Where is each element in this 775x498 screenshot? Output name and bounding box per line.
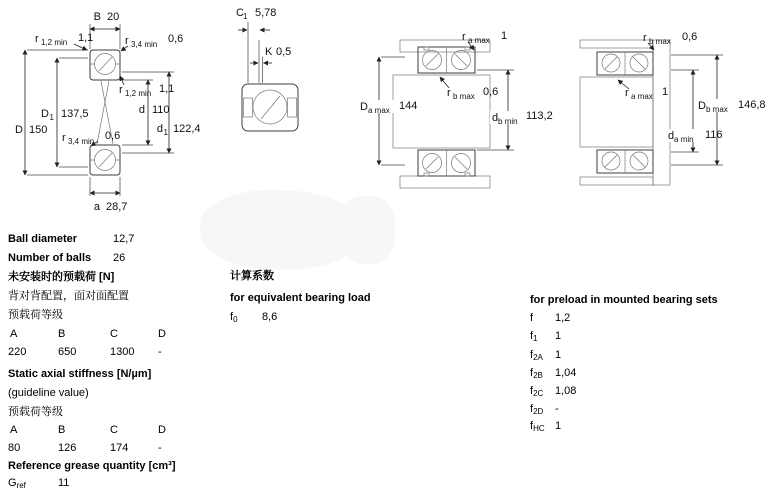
dim-Db-max [671, 55, 766, 165]
factor-row-f2C [530, 385, 650, 400]
factor-symbol: f2D [530, 403, 544, 416]
calc-header-cn: 计算系数 [230, 270, 274, 282]
grease-factor-row [8, 477, 208, 492]
stiffness-values [8, 442, 208, 456]
factor-value: 1,08 [555, 385, 577, 397]
number-of-balls-value: 26 [113, 252, 126, 264]
bearing-cross-section-drawing [0, 0, 220, 218]
svg-text:1: 1 [501, 30, 508, 42]
svg-text:1: 1 [163, 128, 168, 137]
factor-value: - [555, 403, 559, 415]
preload-value-C: 1300 [110, 346, 135, 358]
svg-text:0,6: 0,6 [483, 86, 499, 98]
number-of-balls-label: Number of balls [8, 252, 92, 264]
bearing-pair-bottom [597, 150, 653, 173]
factor-value: 1,2 [555, 312, 571, 324]
bearing-section-top [90, 50, 120, 80]
svg-text:1: 1 [49, 113, 54, 122]
stiffness-value-D: - [158, 442, 162, 454]
svg-text:r: r [462, 31, 466, 43]
svg-text:0,6: 0,6 [168, 33, 184, 45]
ball-diameter-label: Ball diameter [8, 233, 78, 245]
preload-unmounted-header: 未安装时的预载荷 [N] [8, 271, 115, 283]
preload-values [8, 346, 208, 360]
bearing-pair-top [597, 52, 653, 75]
spec-row-ball-diameter [8, 233, 208, 246]
stiffness-header: Static axial stiffness [N/µm] [8, 368, 152, 380]
preload-class-label: 预载荷等级 [8, 309, 63, 321]
svg-text:D: D [41, 108, 49, 120]
svg-text:r: r [447, 87, 451, 99]
label-r34-top [121, 33, 183, 51]
svg-text:1: 1 [662, 86, 669, 98]
svg-text:r: r [35, 33, 39, 45]
svg-text:110: 110 [152, 104, 170, 116]
svg-text:r: r [62, 132, 66, 144]
svg-text:150: 150 [29, 124, 48, 136]
svg-text:b min: b min [498, 117, 518, 126]
svg-text:1,2 min: 1,2 min [41, 38, 68, 47]
svg-text:r: r [119, 84, 123, 96]
stiffness-note: (guideline value) [8, 387, 89, 399]
svg-text:d: d [138, 104, 145, 116]
stiffness-class-columns [8, 424, 208, 438]
factor-row-f2D [530, 403, 650, 418]
svg-text:0,6: 0,6 [682, 31, 698, 43]
factor-row-f2B [530, 367, 650, 382]
preload-value-D: - [158, 346, 162, 358]
svg-text:b max: b max [649, 37, 671, 46]
svg-text:r: r [125, 35, 129, 47]
svg-text:1: 1 [243, 12, 248, 21]
label-r34-mid [62, 130, 120, 146]
factor-row-f2A [530, 349, 650, 364]
svg-text:a: a [93, 201, 100, 213]
svg-text:0,5: 0,5 [276, 46, 292, 58]
factor-row-fHC [530, 420, 650, 435]
col-D: D [158, 328, 166, 340]
stiffness-value-A: 80 [8, 442, 21, 454]
dim-db-min [477, 70, 553, 150]
svg-text:D: D [15, 124, 23, 136]
preload-value-A: 220 [8, 346, 27, 358]
svg-text:0,6: 0,6 [105, 130, 121, 142]
svg-text:a max: a max [468, 36, 490, 45]
label-rb-max [440, 77, 498, 101]
factor-symbol: f2B [530, 367, 543, 380]
svg-text:d: d [668, 130, 675, 142]
watermark-blob [340, 196, 395, 264]
dim-Da-max [358, 57, 417, 165]
svg-text:1,2 min: 1,2 min [125, 89, 152, 98]
svg-text:r: r [625, 87, 629, 99]
mounting-drawing-left [355, 25, 565, 195]
factor-symbol: f2A [530, 349, 543, 362]
factor-value: 1 [555, 349, 562, 361]
dim-a [90, 177, 127, 213]
svg-text:K: K [265, 46, 273, 58]
svg-text:116: 116 [705, 129, 723, 141]
svg-text:D: D [698, 100, 706, 112]
factor-row-f1 [530, 330, 650, 345]
dim-D1 [41, 58, 88, 167]
f0-value: 8,6 [262, 311, 278, 323]
col-A: A [10, 328, 18, 340]
preload-factors-header: for preload in mounted bearing sets [530, 294, 718, 306]
svg-text:122,4: 122,4 [173, 123, 201, 135]
dim-B [90, 11, 120, 49]
factor-value: 1 [555, 420, 562, 432]
factor-symbol: f [530, 312, 534, 324]
preload-class-columns [8, 328, 208, 342]
col-B: B [58, 424, 66, 436]
svg-text:d: d [156, 123, 163, 135]
svg-text:C: C [236, 7, 244, 19]
svg-text:113,2: 113,2 [526, 110, 553, 122]
mounting-drawing-right [575, 25, 775, 195]
stiffness-class-label: 预载荷等级 [8, 406, 63, 418]
grease-factor-symbol: Gref [8, 477, 26, 490]
preload-value-B: 650 [58, 346, 77, 358]
dim-C1 [236, 7, 276, 83]
factor-value: 1 [555, 330, 562, 342]
svg-text:5,78: 5,78 [255, 7, 277, 19]
stiffness-value-C: 174 [110, 442, 129, 454]
label-r12-mid [119, 76, 174, 98]
svg-text:D: D [360, 101, 368, 113]
svg-text:a max: a max [368, 106, 390, 115]
factor-symbol: fHC [530, 420, 545, 433]
svg-text:a max: a max [631, 92, 653, 101]
col-A: A [10, 424, 18, 436]
spec-row-number-of-balls [8, 252, 208, 265]
svg-text:20: 20 [107, 11, 120, 23]
svg-text:b max: b max [453, 92, 475, 101]
col-D: D [158, 424, 166, 436]
stiffness-value-B: 126 [58, 442, 77, 454]
bearing-body [242, 84, 298, 131]
ball-diameter-value: 12,7 [113, 233, 135, 245]
col-B: B [58, 328, 66, 340]
svg-text:d: d [492, 112, 499, 124]
factor-row-f [530, 312, 650, 327]
grease-factor-value: 11 [58, 477, 70, 489]
svg-text:3,4 min: 3,4 min [68, 137, 95, 146]
f0-row [230, 311, 350, 326]
svg-text:144: 144 [399, 100, 418, 112]
svg-text:137,5: 137,5 [61, 108, 89, 120]
col-C: C [110, 328, 118, 340]
svg-text:B: B [93, 11, 101, 23]
preload-arrangement-label: 背对背配置，面对面配置 [8, 290, 129, 302]
bearing-pair-bottom [418, 150, 475, 176]
svg-text:r: r [643, 32, 647, 44]
f0-symbol: f0 [230, 311, 238, 324]
equiv-load-header: for equivalent bearing load [230, 292, 371, 304]
svg-text:3,4 min: 3,4 min [131, 40, 158, 49]
label-ra-max [618, 80, 668, 101]
bearing-section-bottom [90, 145, 120, 175]
bearing-pair-top [418, 47, 475, 73]
factor-symbol: f1 [530, 330, 538, 343]
svg-text:1,1: 1,1 [78, 32, 94, 44]
bearing-detail-drawing [230, 0, 325, 150]
svg-text:28,7: 28,7 [106, 201, 128, 213]
svg-text:b max: b max [706, 105, 728, 114]
label-r12-top [35, 32, 93, 50]
grease-header: Reference grease quantity [cm³] [8, 460, 176, 472]
svg-text:a min: a min [674, 135, 694, 144]
col-C: C [110, 424, 118, 436]
dim-K [250, 46, 291, 83]
factor-symbol: f2C [530, 385, 544, 398]
svg-text:1,1: 1,1 [159, 83, 175, 95]
factor-value: 1,04 [555, 367, 577, 379]
svg-text:146,8: 146,8 [738, 99, 766, 111]
